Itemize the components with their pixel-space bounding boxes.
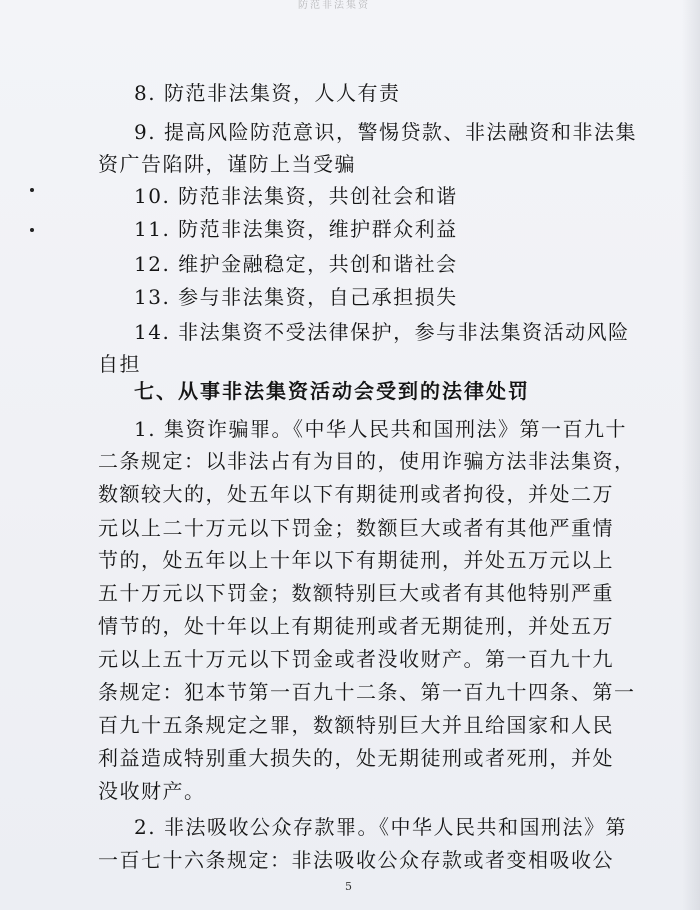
line-slogan-14-part-1: 14. 非法集资不受法律保护，参与非法集资活动风险 bbox=[134, 320, 630, 344]
paragraph-1-line-10: 百九十五条规定之罪，数额特别巨大并且给国家和人民 bbox=[98, 713, 614, 737]
line-slogan-9-part-2: 资广告陷阱，谨防上当受骗 bbox=[98, 152, 356, 176]
line-slogan-14-part-2: 自担 bbox=[98, 352, 141, 376]
paragraph-1-line-2: 二条规定：以非法占有为目的，使用诈骗方法非法集资， bbox=[98, 449, 636, 473]
line-slogan-13: 13. 参与非法集资，自己承担损失 bbox=[134, 285, 458, 309]
scan-shadow bbox=[682, 0, 700, 910]
margin-dot-1 bbox=[30, 188, 34, 192]
section-heading: 七、从事非法集资活动会受到的法律处罚 bbox=[134, 379, 530, 403]
paragraph-2-line-2: 一百七十六条规定：非法吸收公众存款或者变相吸收公 bbox=[98, 848, 614, 872]
line-slogan-11: 11. 防范非法集资，维护群众利益 bbox=[134, 217, 458, 241]
paragraph-1-line-6: 五十万元以下罚金；数额特别巨大或者有其他特别严重 bbox=[98, 581, 614, 605]
paragraph-1-line-9: 条规定：犯本节第一百九十二条、第一百九十四条、第一 bbox=[98, 680, 636, 704]
header-ghost-text: 防范非法集资 bbox=[298, 0, 370, 11]
paragraph-1-line-1: 1. 集资诈骗罪。《中华人民共和国刑法》第一百九十 bbox=[134, 417, 627, 441]
paragraph-1-line-11: 利益造成特别重大损失的，处无期徒刑或者死刑，并处 bbox=[98, 746, 614, 770]
paragraph-1-line-4: 元以上二十万元以下罚金；数额巨大或者有其他严重情 bbox=[98, 516, 614, 540]
paragraph-2-line-1: 2. 非法吸收公众存款罪。《中华人民共和国刑法》第 bbox=[134, 815, 627, 839]
line-slogan-9-part-1: 9. 提高风险防范意识，警惕贷款、非法融资和非法集 bbox=[134, 120, 637, 144]
paragraph-1-line-7: 情节的，处十年以上有期徒刑或者无期徒刑，并处五万 bbox=[98, 614, 614, 638]
line-slogan-12: 12. 维护金融稳定，共创和谐社会 bbox=[134, 252, 458, 276]
paragraph-1-line-5: 节的，处五年以上十年以下有期徒刑，并处五万元以上 bbox=[98, 548, 614, 572]
paragraph-1-line-3: 数额较大的，处五年以下有期徒刑或者拘役，并处二万 bbox=[98, 482, 614, 506]
paragraph-1-line-12: 没收财产。 bbox=[98, 779, 206, 803]
line-slogan-8: 8. 防范非法集资，人人有责 bbox=[134, 81, 401, 105]
page-number: 5 bbox=[345, 880, 352, 893]
paragraph-1-line-8: 元以上五十万元以下罚金或者没收财产。第一百九十九 bbox=[98, 647, 614, 671]
line-slogan-10: 10. 防范非法集资，共创社会和谐 bbox=[134, 184, 458, 208]
margin-dot-2 bbox=[30, 228, 34, 232]
